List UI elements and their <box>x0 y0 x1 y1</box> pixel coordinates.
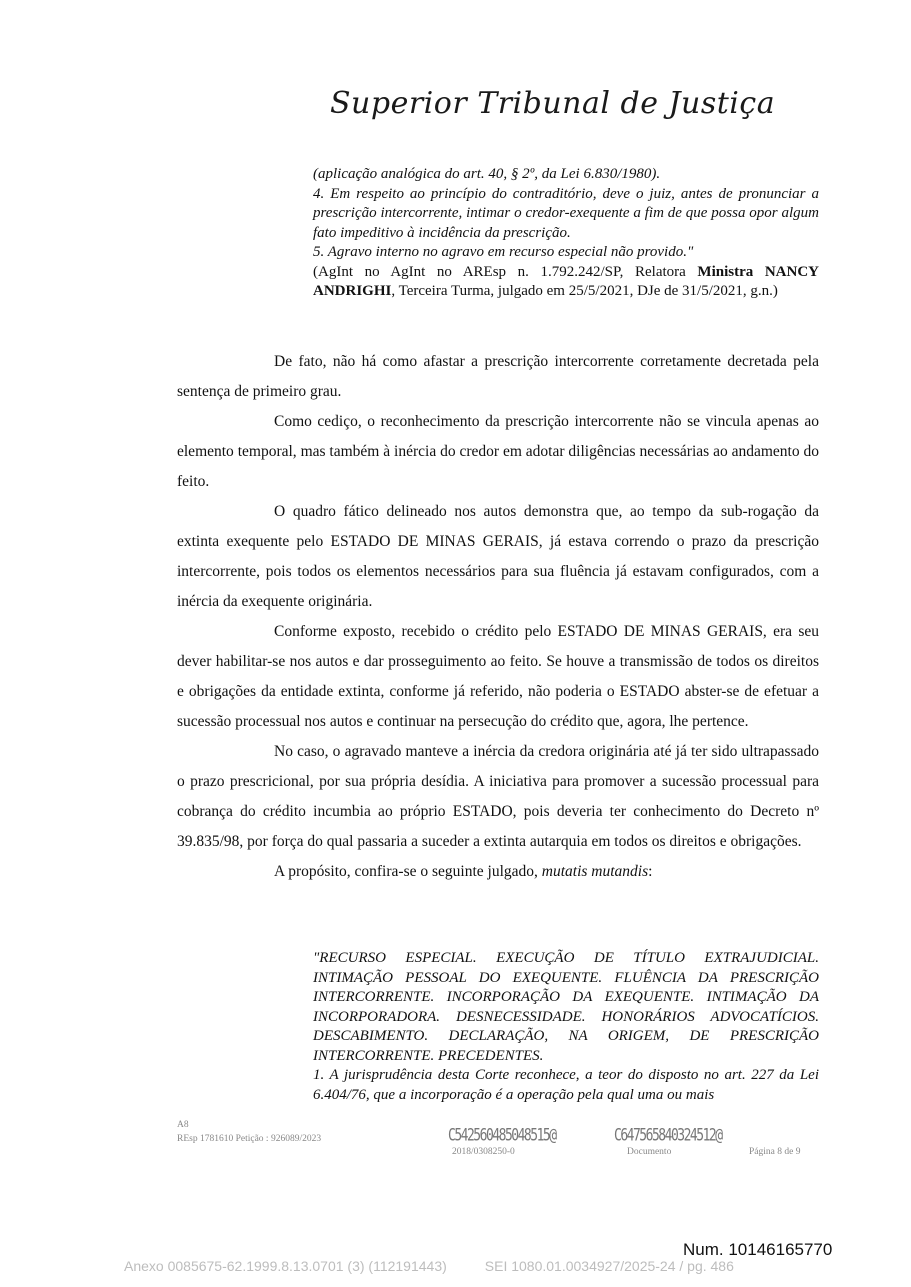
paragraph: Conforme exposto, recebido o crédito pelo ESTADO DE MINAS GERAIS, era seu dever habilitar-se nos autos e dar prosseguimento ao feito. Se houve a transmissão de todos os direitos e obrigações da entidade extinta, conforme já referido, não poderia o ESTADO abster-se de efetuar a sucessão processual nos autos e continuar na persecução do crédito que, agora, lhe pertence. <box>177 623 819 730</box>
footer-page-number: Página 8 de 9 <box>749 1147 801 1157</box>
footer-process-number: 2018/0308250-0 <box>452 1147 515 1157</box>
decision-body <box>177 347 819 887</box>
sei-label: SEI 1080.01.0034927/2025-24 / pg. 486 <box>484 1258 734 1274</box>
quote-item-5: 5. Agravo interno no agravo em recurso especial não provido." <box>313 244 694 260</box>
cited-ementa <box>313 949 819 1105</box>
document-number-stamp: Num. 10146165770 <box>683 1240 833 1259</box>
citation-pre: (AgInt no AgInt no AREsp n. 1.792.242/SP, Relatora <box>313 263 698 280</box>
paragraph: No caso, o agravado manteve a inércia da credora originária até já ter sido ultrapassado o prazo prescricional, por sua própria desídia. A iniciativa para promover a sucessão processual para cobrança do crédito incumbia ao próprio ESTADO, pois deveria ter conhecimento do Decreto nº 39.835/98, por força do qual passaria a suceder a extinta autarquia em todos os direitos e obrigações. <box>177 743 819 850</box>
cited-ementa-end <box>313 165 819 302</box>
paragraph <box>177 857 819 887</box>
footer-code: A8 <box>177 1120 189 1130</box>
footer-petition: REsp 1781610 Petição : 926089/2023 <box>177 1134 322 1144</box>
citation-reference <box>313 263 819 302</box>
citation-rapporteur: Ministra NANCY ANDRIGHI <box>313 263 819 299</box>
quote-item-4: 4. Em respeito ao princípio do contraditório, deve o juiz, antes de pronunciar a prescrição intercorrente, intimar o credor-exequente a fim de que possa opor algum fato impeditivo à incidência da prescrição. <box>313 185 819 241</box>
paragraph-latin: mutatis mutandis <box>541 863 649 880</box>
paragraph: Como cediço, o reconhecimento da prescrição intercorrente não se vincula apenas ao elemento temporal, mas também à inércia do credor em adotar diligências necessárias ao andamento do feito. <box>177 413 819 490</box>
barcode-document: C647565840324512@ <box>614 1126 722 1146</box>
paragraph-pre: A propósito, confira-se o seguinte julgado, <box>274 863 542 880</box>
citation-post: , Terceira Turma, julgado em 25/5/2021, DJe de 31/5/2021, g.n.) <box>391 283 778 299</box>
court-logo-text: Superior Tribunal de Justiça <box>330 86 776 121</box>
footer-document-label: Documento <box>627 1147 672 1157</box>
annex-label: Anexo 0085675-62.1999.8.13.0701 (3) (112191443) <box>124 1258 447 1274</box>
barcode-process: C542560485048515@ <box>448 1126 556 1146</box>
annex-stamp <box>124 1258 734 1274</box>
ementa-headnote: "RECURSO ESPECIAL. EXECUÇÃO DE TÍTULO EXTRAJUDICIAL. INTIMAÇÃO PESSOAL DO EXEQUENTE. FLUÊNCIA DA PRESCRIÇÃO INTERCORRENTE. INCORPORAÇÃO DA EXEQUENTE. INTIMAÇÃO DA INCORPORADORA. DESNECESSIDADE. HONORÁRIOS ADVOCATÍCIOS. DESCABIMENTO. DECLARAÇÃO, NA ORIGEM, DE PRESCRIÇÃO INTERCORRENTE. PRECEDENTES. <box>313 950 819 1064</box>
paragraph-post: : <box>648 863 653 880</box>
paragraph: De fato, não há como afastar a prescrição intercorrente corretamente decretada pela sentença de primeiro grau. <box>177 353 819 400</box>
paragraph: O quadro fático delineado nos autos demonstra que, ao tempo da sub-rogação da extinta exequente pelo ESTADO DE MINAS GERAIS, já estava correndo o prazo da prescrição intercorrente, pois todos os elementos necessários para sua fluência já estavam configurados, com a inércia da exequente originária. <box>177 503 819 610</box>
ementa-item-1: 1. A jurisprudência desta Corte reconhece, a teor do disposto no art. 227 da Lei 6.404/76, que a incorporação é a operação pela qual uma ou mais <box>313 1067 819 1103</box>
quote-line: (aplicação analógica do art. 40, § 2º, da Lei 6.830/1980). <box>313 166 661 182</box>
